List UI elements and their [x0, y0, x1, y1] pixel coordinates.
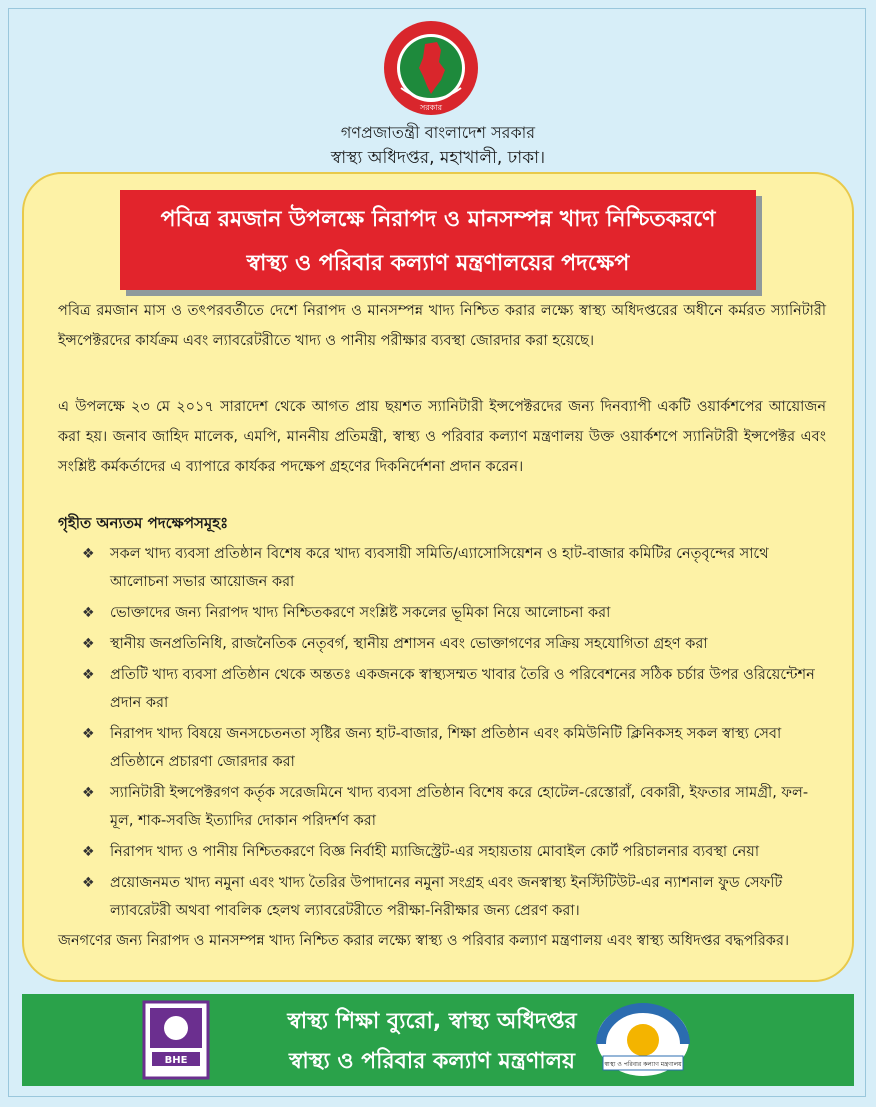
- headline-line-2: স্বাস্থ্য ও পরিবার কল্যাণ মন্ত্রণালয়ের পদক্ষেপ: [246, 251, 630, 276]
- closing-paragraph: জনগণের জন্য নিরাপদ ও মানসম্পন্ন খাদ্য নিশ্চিত করার লক্ষ্যে স্বাস্থ্য ও পরিবার কল্যাণ মন্ত্রণালয় এবং স্বাস্থ্য অধিদপ্তর বদ্ধপরিকর।: [58, 933, 790, 949]
- diamond-bullet-icon: ❖: [82, 875, 95, 891]
- list-item: ❖ সকল খাদ্য ব্যবসা প্রতিষ্ঠান বিশেষ করে খাদ্য ব্যবসায়ী সমিতি/এ্যাসোসিয়েশন ও হাট-বাজার কমিটির নেতৃবৃন্দের সাথে আলোচনা সভার আয়োজন করা: [82, 540, 828, 596]
- list-item: ❖ নিরাপদ খাদ্য ও পানীয় নিশ্চিতকরণে বিজ্ঞ নির্বাহী ম্যাজিস্ট্রেট-এর সহায়তায় মোবাইল কোর্ট পরিচালনার ব্যবস্থা নেয়া: [82, 838, 828, 866]
- footer-line-1: স্বাস্থ্য শিক্ষা ব্যুরো, স্বাস্থ্য অধিদপ্তর: [287, 1009, 577, 1034]
- headline-banner: [120, 190, 756, 290]
- list-item: ❖ নিরাপদ খাদ্য বিষয়ে জনসচেতনতা সৃষ্টির জন্য হাট-বাজার, শিক্ষা প্রতিষ্ঠান এবং কমিউনিটি ক্লিনিকসহ সকল স্বাস্থ্য সেবা প্রতিষ্ঠানে প্রচারণা জোরদার করা: [82, 720, 828, 776]
- ministry-campaign-logo-icon: [593, 1000, 693, 1080]
- list-item: ❖ প্রয়োজনমত খাদ্য নমুনা এবং খাদ্য তৈরির উপাদানের নমুনা সংগ্রহ এবং জনস্বাস্থ্য ইনস্টিটিউট-এর ন্যাশনাল ফুড সেফটি ল্যাবরেটরী অথবা পাবলিক হেলথ ল্যাবরেটরীতে পরীক্ষা-নিরীক্ষার জন্য প্রেরণ করা।: [82, 869, 828, 925]
- steps-title: গৃহীত অন্যতম পদক্ষেপসমূহঃ: [58, 514, 229, 532]
- department-address: স্বাস্থ্য অধিদপ্তর, মহাখালী, ঢাকা।: [330, 148, 546, 168]
- list-item: ❖ স্থানীয় জনপ্রতিনিধি, রাজনৈতিক নেতৃবর্গ, স্থানীয় প্রশাসন এবং ভোক্তাগণের সক্রিয় সহযোগিতা গ্রহণ করা: [82, 630, 828, 658]
- footer-line-2: স্বাস্থ্য ও পরিবার কল্যাণ মন্ত্রণালয়: [289, 1049, 575, 1074]
- intro-paragraph: পবিত্র রমজান মাস ও তৎপরবর্তীতে দেশে নিরাপদ ও মানসম্পন্ন খাদ্য নিশ্চিত করার লক্ষ্যে স্বাস্থ্য অধিদপ্তরের অধীনে কর্মরত স্যানিটারী ইন্সপেক্টরদের কার্যক্রম এবং ল্যাবরেটরীতে খাদ্য ও পানীয় পরীক্ষার ব্যবস্থা জোরদার করা হয়েছে।: [58, 303, 826, 349]
- list-item: ❖ ভোক্তাদের জন্য নিরাপদ খাদ্য নিশ্চিতকরণে সংশ্লিষ্ট সকলের ভূমিকা নিয়ে আলোচনা করা: [82, 599, 828, 627]
- list-item: ❖ প্রতিটি খাদ্য ব্যবসা প্রতিষ্ঠান থেকে অন্ততঃ একজনকে স্বাস্থ্যসম্মত খাবার তৈরি ও পরিবেশনের সঠিক চর্চার উপর ওরিয়েন্টেশন প্রদান করা: [82, 661, 828, 717]
- steps-list: [82, 540, 828, 928]
- emblem-bottom-text: সরকার: [419, 103, 443, 112]
- government-name: গণপ্রজাতন্ত্রী বাংলাদেশ সরকার: [340, 123, 536, 142]
- right-logo-text: স্বাস্থ্য ও পরিবার কল্যাণ মন্ত্রণালয়: [604, 1061, 682, 1068]
- headline-line-1: পবিত্র রমজান উপলক্ষে নিরাপদ ও মানসম্পন্ন খাদ্য নিশ্চিতকরণে: [160, 207, 716, 232]
- diamond-bullet-icon: ❖: [82, 844, 95, 860]
- diamond-bullet-icon: ❖: [82, 726, 95, 742]
- diamond-bullet-icon: ❖: [82, 605, 95, 621]
- diamond-bullet-icon: ❖: [82, 546, 95, 562]
- diamond-bullet-icon: ❖: [82, 636, 95, 652]
- government-emblem: [381, 18, 481, 118]
- bhe-logo-text: BHE: [164, 1055, 188, 1066]
- list-item: ❖ স্যানিটারী ইন্সপেক্টরগণ কর্তৃক সরেজমিনে খাদ্য ব্যবসা প্রতিষ্ঠান বিশেষ করে হোটেল-রেস্তোরাঁ, বেকারী, ইফতার সামগ্রী, ফল-মূল, শাক-সবজি ইত্যাদির দোকান পরিদর্শণ করা: [82, 779, 828, 835]
- workshop-paragraph: এ উপলক্ষে ২৩ মে ২০১৭ সারাদেশ থেকে আগত প্রায় ছয়শত স্যানিটারী ইন্সপেক্টরদের জন্য দিনব্যাপী একটি ওয়ার্কশপের আয়োজন করা হয়। জনাব জাহিদ মালেক, এমপি, মাননীয় প্রতিমন্ত্রী, স্বাস্থ্য ও পরিবার কল্যাণ মন্ত্রণালয় উক্ত ওয়ার্কশপে স্যানিটারী ইন্সপেক্টর এবং সংশ্লিষ্ট কর্মকর্তাদের এ ব্যাপারে কার্যকর পদক্ষেপ গ্রহণের দিকনির্দেশনা প্রদান করেন।: [58, 399, 826, 475]
- diamond-bullet-icon: ❖: [82, 667, 95, 683]
- diamond-bullet-icon: ❖: [82, 785, 95, 801]
- bhe-logo-icon: [142, 1000, 210, 1080]
